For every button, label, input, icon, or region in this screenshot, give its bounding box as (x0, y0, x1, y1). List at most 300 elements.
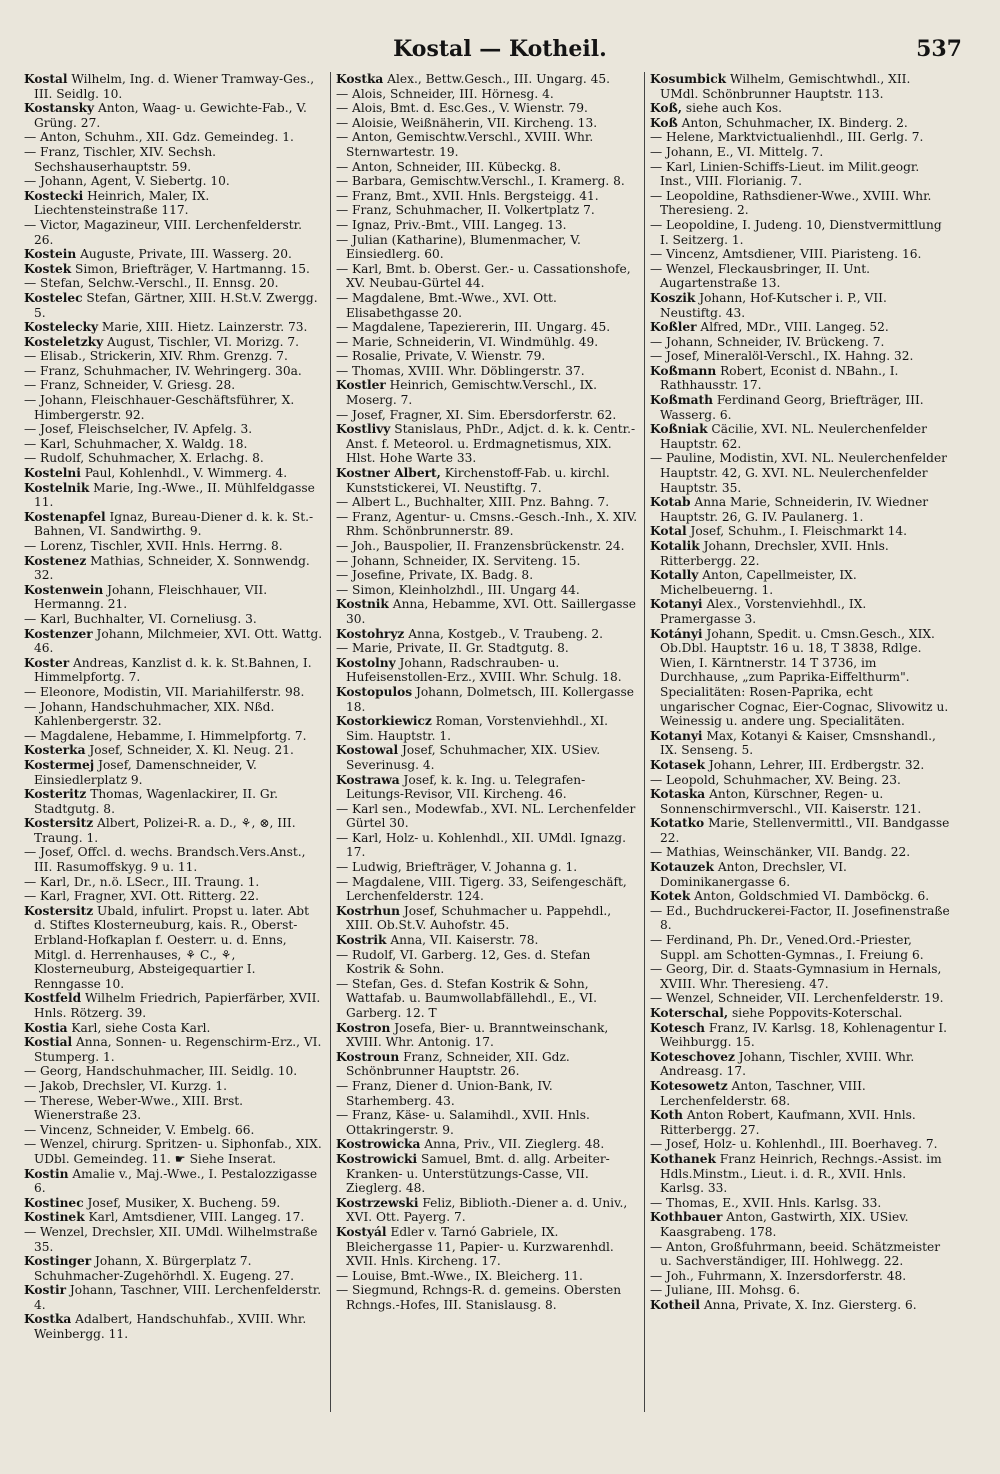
directory-entry (336, 875, 638, 904)
entry-details: Ignaz, Bureau-Diener d. k. k. St.-Bahnen, VI. Sandwirthg. 9. (34, 509, 314, 539)
directory-entry (24, 189, 324, 218)
directory-entry (650, 962, 950, 991)
entry-details: Stanislaus, PhDr., Adjct. d. k. k. Centr.-Anst. f. Meteorol. u. Erdmagnetismus, XIX. Hlst. Hohe Warte 33. (346, 422, 636, 466)
directory-entry (336, 1269, 638, 1284)
entry-details: — Wenzel, Drechsler, XII. UMdl. Wilhelmstraße 35. (24, 1224, 318, 1254)
directory-entry (24, 247, 324, 262)
entry-details: — Georg, Dir. d. Staats-Gymnasium in Hernals, XVIII. Whr. Theresieng. 47. (650, 962, 942, 991)
entry-details: Anton, Capellmeister, IX. Michelbeuerng. 1. (660, 568, 857, 597)
directory-entry (24, 1137, 324, 1166)
directory-entry (24, 101, 324, 130)
entry-details: — Vincenz, Schneider, V. Embelg. 66. (24, 1122, 255, 1137)
directory-entry (24, 729, 324, 744)
entry-details: — Ferdinand, Ph. Dr., Vened.Ord.-Priester, Suppl. am Schotten-Gymnas., I. Freiung 6. (650, 933, 924, 962)
directory-entry (650, 1269, 950, 1284)
entry-details: — Therese, Weber-Wwe., XIII. Brst. Wienerstraße 23. (24, 1093, 244, 1123)
directory-entry (650, 1283, 950, 1298)
directory-entry (24, 1167, 324, 1196)
directory-entry (336, 904, 638, 933)
entry-details: — Franz, Schneider, V. Griesg. 28. (24, 378, 236, 393)
entry-surname: Koteschovez (650, 1049, 735, 1064)
entry-details: Johann, Milchmeier, XVI. Ott. Wattg. 46. (34, 626, 323, 656)
entry-details: Johann, Taschner, VIII. Lerchenfelderstr. 4. (34, 1283, 322, 1312)
directory-entry (24, 1064, 324, 1079)
directory-entry (336, 1021, 638, 1050)
entry-surname: Kothanek (650, 1151, 716, 1166)
directory-entry (24, 685, 324, 700)
entry-details: Amalie v., Maj.-Wwe., I. Pestalozzigasse 6. (34, 1166, 318, 1196)
entry-surname: Kostin (24, 1166, 69, 1181)
directory-entry (650, 1137, 950, 1152)
entry-details: Kirchenstoff-Fab. u. kirchl. Kunststickerei, VI. Neustiftg. 7. (346, 466, 610, 495)
entry-details: — Thomas, E., XVII. Hnls. Karlsg. 33. (650, 1195, 882, 1210)
entry-details: — Leopold, Schuhmacher, XV. Being. 23. (650, 772, 901, 787)
column-1 (24, 72, 324, 1432)
entry-details: Anna, Sonnen- u. Regenschirm-Erz., VI. Stumperg. 1. (34, 1035, 322, 1064)
entry-details: — Julian (Katharine), Blumenmacher, V. Einsiedlerg. 60. (336, 232, 581, 262)
entry-details: — Helene, Marktvictualienhdl., III. Gerlg. 7. (650, 130, 924, 145)
entry-details: — Marie, Schneiderin, VI. Windmühlg. 49. (336, 334, 599, 349)
entry-details: — Magdalene, VIII. Tigerg. 33, Seifengeschäft, Lerchenfelderstr. 124. (336, 874, 627, 904)
entry-details: Adalbert, Handschuhfab., XVIII. Whr. Weinbergg. 11. (34, 1312, 307, 1342)
directory-entry (24, 145, 324, 174)
entry-details: — Ludwig, Briefträger, V. Johanna g. 1. (336, 860, 578, 875)
directory-entry (336, 320, 638, 335)
entry-details: — Alois, Bmt. d. Esc.Ges., V. Wienstr. 79. (336, 101, 588, 116)
directory-entry (24, 1254, 324, 1283)
entry-details: Josefa, Bier- u. Branntweinschank, XVIII. Whr. Antonig. 17. (346, 1020, 609, 1050)
entry-surname: Kostroun (336, 1049, 400, 1064)
entry-details: — Wenzel, Fleckausbringer, II. Unt. Augartenstraße 13. (650, 261, 870, 291)
directory-entry (24, 451, 324, 466)
directory-entry (650, 116, 950, 131)
entry-details: Andreas, Kanzlist d. k. k. St.Bahnen, I. Himmelpfortg. 7. (34, 655, 312, 685)
directory-entry (336, 554, 638, 569)
entry-surname: Kostecki (24, 188, 84, 203)
directory-entry (650, 393, 950, 422)
entry-details: Josef, Schuhmacher, XIX. USiev. Severinusg. 4. (346, 743, 601, 772)
entry-surname: Kostansky (24, 101, 95, 116)
directory-entry (24, 1196, 324, 1211)
entry-details: Anna, VII. Kaiserstr. 78. (390, 933, 539, 948)
directory-entry (24, 787, 324, 816)
entry-details: — Josef, Mineralöl-Verschl., IX. Hahng. 32. (650, 349, 914, 364)
directory-entry (336, 116, 638, 131)
directory-entry (650, 1210, 950, 1239)
entry-details: — Vincenz, Amtsdiener, VIII. Piaristeng. 16. (650, 247, 922, 262)
entry-details: Roman, Vorstenviehhdl., XI. Sim. Hauptstr. 1. (346, 714, 609, 743)
directory-entry (24, 218, 324, 247)
entry-surname: Kostir (24, 1283, 66, 1298)
entry-details: Josef, Schneider, X. Kl. Neug. 21. (89, 743, 294, 758)
entry-details: — Thomas, XVIII. Whr. Döblingerstr. 37. (336, 363, 585, 378)
directory-entry (336, 977, 638, 1021)
entry-details: — Ed., Buchdruckerei-Factor, II. Josefinenstraße 8. (650, 903, 950, 933)
entry-details: Marie, XIII. Hietz. Lainzerstr. 73. (101, 320, 308, 335)
entry-surname: Kostohryz (336, 626, 405, 641)
entry-details: — Alois, Schneider, III. Hörnesg. 4. (336, 86, 554, 101)
directory-entry (336, 203, 638, 218)
entry-surname: Koßniak (650, 422, 708, 437)
directory-entry (24, 743, 324, 758)
entry-details: — Juliane, III. Mohsg. 6. (650, 1283, 800, 1298)
entry-details: — Karl, Bmt. b. Oberst. Ger.- u. Cassationshofe, XV. Neubau-Gürtel 44. (336, 261, 631, 291)
entry-details: Marie, Ing.-Wwe., II. Mühlfeldgasse 11. (34, 480, 315, 510)
directory-entry (24, 1021, 324, 1036)
entry-details: — Eleonore, Modistin, VII. Mariahilferstr. 98. (24, 684, 305, 699)
directory-entry (24, 904, 324, 992)
entry-surname: Kotalik (650, 539, 700, 553)
entry-details: — Franz, Käse- u. Salamihdl., XVII. Hnls. Ottakringerstr. 9. (336, 1108, 590, 1137)
entry-surname: Kotauzek (650, 860, 714, 875)
directory-entry (24, 1079, 324, 1094)
directory-entry (336, 1108, 638, 1137)
entry-details: — Georg, Handschuhmacher, III. Seidlg. 10. (24, 1064, 298, 1079)
directory-entry (24, 291, 324, 320)
directory-entry (336, 101, 638, 116)
entry-details: Max, Kotanyi & Kaiser, Cmsnshandl., IX. Senseng. 5. (660, 728, 936, 758)
running-head: Kostal — Kotheil. (393, 36, 607, 62)
directory-entry (336, 378, 638, 407)
entry-surname: Kostenapfel (24, 509, 106, 524)
entry-surname: Kostrhun (336, 903, 400, 918)
directory-entry (24, 481, 324, 510)
entry-details: — Rudolf, VI. Garberg. 12, Ges. d. Stefan Kostrik & Sohn. (336, 947, 591, 977)
entry-surname: Kostnik (336, 597, 389, 612)
directory-entry (24, 845, 324, 874)
entry-details: Anton, Drechsler, VI. Dominikanergasse 6. (660, 860, 847, 889)
entry-surname: Koß (650, 115, 678, 130)
directory-entry (336, 627, 638, 642)
entry-surname: Kostenzer (24, 626, 93, 641)
directory-entry (650, 933, 950, 962)
directory-entry (336, 933, 638, 948)
entry-details: — Joh., Fuhrmann, X. Inzersdorferstr. 48. (650, 1268, 907, 1283)
entry-surname: Kostelecky (24, 320, 99, 335)
directory-entry (650, 101, 950, 116)
directory-entry (650, 291, 950, 320)
directory-entry (650, 364, 950, 393)
directory-entry (336, 773, 638, 802)
entry-surname: Kosumbick (650, 72, 727, 86)
entry-details: Franz, IV. Karlsg. 18, Kohlenagentur I. Weihburgg. 15. (660, 1020, 948, 1050)
directory-entry (24, 262, 324, 277)
directory-entry (650, 1079, 950, 1108)
entry-details: Anna, Priv., VII. Zieglerg. 48. (424, 1137, 605, 1152)
entry-details: — Elisab., Strickerin, XIV. Rhm. Grenzg. 7. (24, 349, 288, 364)
directory-entry (24, 816, 324, 845)
directory-entry (336, 743, 638, 772)
entry-surname: Kostelec (24, 290, 83, 305)
entry-details: — Karl sen., Modewfab., XVI. NL. Lerchenfelder Gürtel 30. (336, 801, 636, 831)
entry-details: Anna, Private, X. Inz. Giersterg. 6. (703, 1297, 917, 1312)
entry-details: — Jakob, Drechsler, VI. Kurzg. 1. (24, 1078, 228, 1093)
entry-details: — Rosalie, Private, V. Wienstr. 79. (336, 349, 546, 364)
entry-surname: Kostler (336, 378, 386, 393)
entry-details: — Simon, Kleinholzhdl., III. Ungarg 44. (336, 582, 580, 597)
entry-details: — Marie, Private, II. Gr. Stadtgutg. 8. (336, 641, 569, 656)
entry-details: — Johann, E., VI. Mittelg. 7. (650, 144, 824, 159)
directory-entry (650, 130, 950, 145)
directory-entry (336, 831, 638, 860)
entry-details: — Barbara, Gemischtw.Verschl., I. Kramerg. 8. (336, 174, 625, 189)
entry-details: Josef, Schuhmacher u. Pappehdl., XIII. Ob.St.V. Auhofstr. 45. (346, 903, 612, 933)
entry-surname: Kostersitz (24, 903, 94, 918)
entry-details: — Franz, Schuhmacher, II. Volkertplatz 7. (336, 203, 595, 218)
entry-details: — Josef, Fleischselcher, IV. Apfelg. 3. (24, 422, 253, 437)
entry-surname: Kostron (336, 1020, 391, 1035)
entry-details: — Anton, Schuhm., XII. Gdz. Gemeindeg. 1. (24, 130, 294, 145)
entry-details: Stefan, Gärtner, XIII. H.St.V. Zwergg. 5. (34, 290, 318, 320)
directory-entry (650, 335, 950, 350)
directory-entry (336, 802, 638, 831)
directory-entry (336, 262, 638, 291)
entry-details: — Leopoldine, Rathsdiener-Wwe., XVIII. Whr. Theresieng. 2. (650, 188, 932, 218)
directory-entry (24, 539, 324, 554)
entry-surname: Kostrik (336, 933, 387, 948)
entry-details: — Franz, Diener d. Union-Bank, IV. Starhemberg. 43. (336, 1078, 553, 1108)
entry-details: Mathias, Schneider, X. Sonnwendg. 32. (34, 553, 310, 583)
entry-details: — Albert L., Buchhalter, XIII. Pnz. Bahng. 7. (336, 495, 610, 510)
entry-surname: Kostek (24, 261, 72, 276)
entry-surname: Kostermej (24, 757, 95, 772)
entry-surname: Kotesowetz (650, 1078, 728, 1093)
directory-entry (336, 130, 638, 159)
column-3 (650, 72, 950, 1432)
directory-entry (24, 875, 324, 890)
entry-surname: Kostka (336, 72, 384, 86)
directory-entry (24, 1312, 324, 1341)
directory-entry (336, 189, 638, 204)
directory-entry (650, 145, 950, 160)
entry-surname: Kotally (650, 568, 699, 583)
directory-entry (650, 991, 950, 1006)
entry-details: Anna Marie, Schneiderin, IV. Wiedner Hauptstr. 26, G. IV. Paulanerg. 1. (660, 495, 929, 524)
entry-details: Cäcilie, XVI. NL. Neulerchenfelder Hauptstr. 62. (660, 422, 927, 451)
directory-entry (336, 714, 638, 743)
entry-details: — Josef, Fragner, XI. Sim. Ebersdorferstr. 62. (336, 407, 617, 422)
entry-details: — Johann, Handschuhmacher, XIX. Nßd. Kahlenbergerstr. 32. (24, 699, 275, 729)
directory-entry (24, 510, 324, 539)
entry-surname: Kostinger (24, 1254, 92, 1269)
directory-entry (24, 889, 324, 904)
entry-details: — Josefine, Private, IX. Badg. 8. (336, 568, 534, 583)
directory-entry (24, 1035, 324, 1064)
entry-surname: Kostrzewski (336, 1195, 419, 1210)
entry-surname: Kotab (650, 495, 691, 510)
entry-details: Ferdinand Georg, Briefträger, III. Wasserg. 6. (660, 393, 924, 422)
entry-surname: Kostolny (336, 655, 396, 670)
entry-details: Alfred, MDr., VIII. Langeg. 52. (700, 320, 889, 335)
directory-entry (650, 773, 950, 788)
entry-details: Josef, Damenschneider, V. Einsiedlerplatz 9. (34, 757, 257, 787)
entry-details: Karl, Amtsdiener, VIII. Langeg. 17. (88, 1210, 305, 1225)
directory-entry (336, 1283, 638, 1312)
entry-details: Johann, Tischler, XVIII. Whr. Andreasg. 17. (660, 1049, 915, 1079)
entry-details: — Victor, Magazineur, VIII. Lerchenfelderstr. 26. (24, 217, 302, 247)
entry-details: Franz Heinrich, Rechngs.-Assist. im Hdls.Minstm., Lieut. i. d. R., XVII. Hnls. Karlsg. 33. (660, 1151, 942, 1196)
directory-entry (336, 174, 638, 189)
entry-details: — Anton, Gemischtw.Verschl., XVIII. Whr. Sternwartestr. 19. (336, 130, 594, 159)
entry-surname: Kotányi (650, 626, 703, 641)
directory-entry (336, 641, 638, 656)
directory-entry (336, 656, 638, 685)
directory-entry (650, 729, 950, 758)
entry-surname: Kostinec (24, 1195, 84, 1210)
entry-details: — Rudolf, Schuhmacher, X. Erlachg. 8. (24, 451, 264, 466)
entry-details: — Stefan, Selchw.-Verschl., II. Ennsg. 20. (24, 276, 279, 291)
directory-entry (650, 189, 950, 218)
directory-entry (24, 72, 324, 101)
entry-details: — Magdalene, Bmt.-Wwe., XVI. Ott. Elisabethgasse 20. (336, 290, 557, 320)
column-divider (330, 72, 331, 1412)
entry-details: Josef, Musiker, X. Bucheng. 59. (87, 1195, 281, 1210)
directory-entry (650, 1050, 950, 1079)
directory-entry (336, 510, 638, 539)
entry-details: — Louise, Bmt.-Wwe., IX. Bleicherg. 11. (336, 1268, 583, 1283)
directory-entry (650, 816, 950, 845)
entry-surname: Kostfeld (24, 991, 82, 1006)
entry-surname: Kothbauer (650, 1210, 723, 1225)
directory-entry (650, 320, 950, 335)
directory-entry (24, 583, 324, 612)
directory-entry (650, 1240, 950, 1269)
entry-surname: Kostrowicki (336, 1151, 418, 1166)
entry-surname: Koszik (650, 290, 696, 305)
entry-surname: Kosteritz (24, 787, 87, 802)
entry-surname: Kostka (24, 1312, 72, 1327)
entry-details: — Josef, Offcl. d. wechs. Brandsch.Vers.Anst., III. Rasumoffskyg. 9 u. 11. (24, 845, 306, 875)
column-divider (644, 72, 645, 1412)
directory-entry (336, 597, 638, 626)
directory-entry (336, 291, 638, 320)
directory-entry (336, 349, 638, 364)
directory-entry (336, 1079, 638, 1108)
directory-entry (24, 1094, 324, 1123)
entry-details: — Karl, Holz- u. Kohlenhdl., XII. UMdl. Ignazg. 17. (336, 830, 626, 860)
entry-surname: Kostinek (24, 1210, 85, 1225)
entry-surname: Kotek (650, 889, 691, 904)
entry-details: — Siegmund, Rchngs-R. d. gemeins. Obersten Rchngs.-Hofes, III. Stanislausg. 8. (336, 1283, 622, 1312)
directory-entry (650, 1152, 950, 1196)
entry-details: Albert, Polizei-R. a. D., ⚘, ⊗, III. Traung. 1. (34, 816, 296, 845)
entry-surname: Kostowal (336, 743, 399, 758)
entry-surname: Kostenwein (24, 582, 104, 597)
directory-entry (24, 422, 324, 437)
entry-details: Paul, Kohlenhdl., V. Wimmerg. 4. (84, 466, 288, 481)
entry-details: Wilhelm, Ing. d. Wiener Tramway-Ges., III. Seidlg. 10. (34, 72, 315, 101)
entry-details: — Josef, Holz- u. Kohlenhdl., III. Boerhaveg. 7. (650, 1137, 938, 1152)
entry-details: Wilhelm Friedrich, Papierfärber, XVII. Hnls. Rötzerg. 39. (34, 991, 321, 1020)
entry-details: Alex., Vorstenviehhdl., IX. Pramergasse 3. (660, 597, 867, 626)
entry-details: Anton, Kürschner, Regen- u. Sonnenschirmverschl., VII. Kaiserstr. 121. (660, 787, 922, 816)
entry-surname: Koth (650, 1108, 683, 1123)
entry-surname: Kostrowicka (336, 1137, 421, 1152)
entry-details: — Johann, Agent, V. Siebertg. 10. (24, 174, 230, 189)
entry-details: Robert, Econist d. NBahn., I. Rathhausstr. 17. (660, 363, 899, 393)
directory-entry (336, 568, 638, 583)
entry-details: — Karl, Schuhmacher, X. Waldg. 18. (24, 436, 248, 451)
directory-entry (24, 364, 324, 379)
entry-surname: Kostorkiewicz (336, 714, 432, 729)
page-number: 537 (916, 36, 962, 62)
directory-entry (650, 1298, 950, 1313)
entry-surname: Koterschal, (650, 1006, 729, 1020)
directory-entry (24, 612, 324, 627)
entry-details: — Aloisie, Weißnäherin, VII. Kircheng. 13. (336, 115, 598, 130)
entry-surname: Kosterka (24, 743, 86, 758)
directory-entry (336, 364, 638, 379)
directory-entry (24, 1283, 324, 1312)
entry-surname: Kotatko (650, 816, 705, 831)
directory-entry (336, 422, 638, 466)
directory-entry (24, 627, 324, 656)
entry-surname: Kotanyi (650, 728, 703, 743)
entry-surname: Kostlivy (336, 422, 391, 437)
directory-entry (336, 539, 638, 554)
directory-entry (650, 495, 950, 524)
entry-details: Johann, Radschrauben- u. Hufeisenstollen-Erz., XVIII. Whr. Schulg. 18. (346, 655, 622, 685)
entry-details: Ubald, infulirt. Propst u. later. Abt d. Stiftes Klosterneuburg, kais. R., Oberst-Erbland-Hofkaplan f. Oesterr. u. d. Enns, Mitgl. d. Herrenhauses, ⚘ C., ⚘, Klosterneuburg, Absteigequartier I. Renngasse 10. (34, 903, 310, 991)
entry-details: Anna, Hebamme, XVI. Ott. Saillergasse 30. (346, 597, 636, 626)
directory-entry (650, 1196, 950, 1211)
entry-details: — Karl, Fragner, XVI. Ott. Ritterg. 22. (24, 889, 259, 904)
directory-entry (336, 860, 638, 875)
entry-surname: Kotasek (650, 757, 706, 772)
directory-entry (336, 87, 638, 102)
entry-surname: Koßler (650, 320, 697, 335)
entry-surname: Kostelni (24, 466, 81, 481)
entry-details: Johann, Spedit. u. Cmsn.Gesch., XIX. Ob.Dbl. Hauptstr. 16 u. 18, T 3838, Rdlge. Wien, I. Kärntnerstr. 14 T 3736, im Durchhause, „zum Paprika-Eiffelthurm". Specialitäten: Rosen-Paprika, echt ungarischer Cognac, Eier-Cognac, Slivowitz u. Weinessig u. andere ung. Specialitäten. (660, 626, 949, 729)
entry-surname: Kostelnik (24, 480, 90, 495)
directory-entry (650, 247, 950, 262)
entry-surname: Kotheil (650, 1297, 700, 1312)
entry-details: Anna, Kostgeb., V. Traubeng. 2. (408, 626, 603, 641)
entry-details: siehe auch Kos. (685, 101, 783, 116)
entry-details: — Johann, Fleischhauer-Geschäftsführer, X. Himbergerstr. 92. (24, 393, 295, 422)
entry-surname: Kosteletzky (24, 334, 104, 349)
directory-entry (336, 495, 638, 510)
entry-details: — Karl, Buchhalter, VI. Corneliusg. 3. (24, 611, 257, 626)
entry-details: Johann, X. Bürgerplatz 7. Schuhmacher-Zugehörhdl. X. Eugeng. 27. (34, 1254, 294, 1283)
entry-details: Johann, Dolmetsch, III. Kollergasse 18. (346, 684, 635, 714)
entry-details: Auguste, Private, III. Wasserg. 20. (80, 247, 292, 262)
directory-entry (650, 218, 950, 247)
entry-details: Alex., Bettw.Gesch., III. Ungarg. 45. (387, 72, 611, 86)
entry-surname: Kostia (24, 1020, 68, 1035)
entry-details: — Johann, Schneider, IX. Serviteng. 15. (336, 553, 581, 568)
entry-details: — Leopoldine, I. Judeng. 10, Dienstvermittlung I. Seitzerg. 1. (650, 217, 942, 247)
entry-surname: Koster (24, 655, 70, 670)
directory-entry (24, 276, 324, 291)
directory-entry (650, 889, 950, 904)
entry-details: — Wenzel, chirurg. Spritzen- u. Siphonfab., XIX. UDbl. Gemeindeg. 11. ☛ Siehe Inserat. (24, 1137, 322, 1166)
directory-entry (336, 466, 638, 495)
entry-surname: Kostenez (24, 553, 87, 568)
directory-entry (24, 378, 324, 393)
directory-entry (24, 656, 324, 685)
directory-entry (24, 991, 324, 1020)
entry-surname: Kotanyi (650, 597, 703, 612)
entry-details: August, Tischler, VI. Morizg. 7. (107, 334, 300, 349)
entry-details: Johann, Lehrer, III. Erdbergstr. 32. (708, 757, 925, 772)
entry-surname: Kostrawa (336, 772, 400, 787)
entry-details: — Lorenz, Tischler, XVII. Hnls. Herrng. 8. (24, 539, 283, 553)
entry-details: — Ignaz, Priv.-Bmt., VIII. Langeg. 13. (336, 217, 567, 232)
directory-entry (650, 1108, 950, 1137)
entry-details: — Pauline, Modistin, XVI. NL. Neulerchenfelder Hauptstr. 42, G. XVI. NL. Neulerchenfelder Hauptstr. 35. (650, 451, 948, 495)
directory-entry (650, 160, 950, 189)
